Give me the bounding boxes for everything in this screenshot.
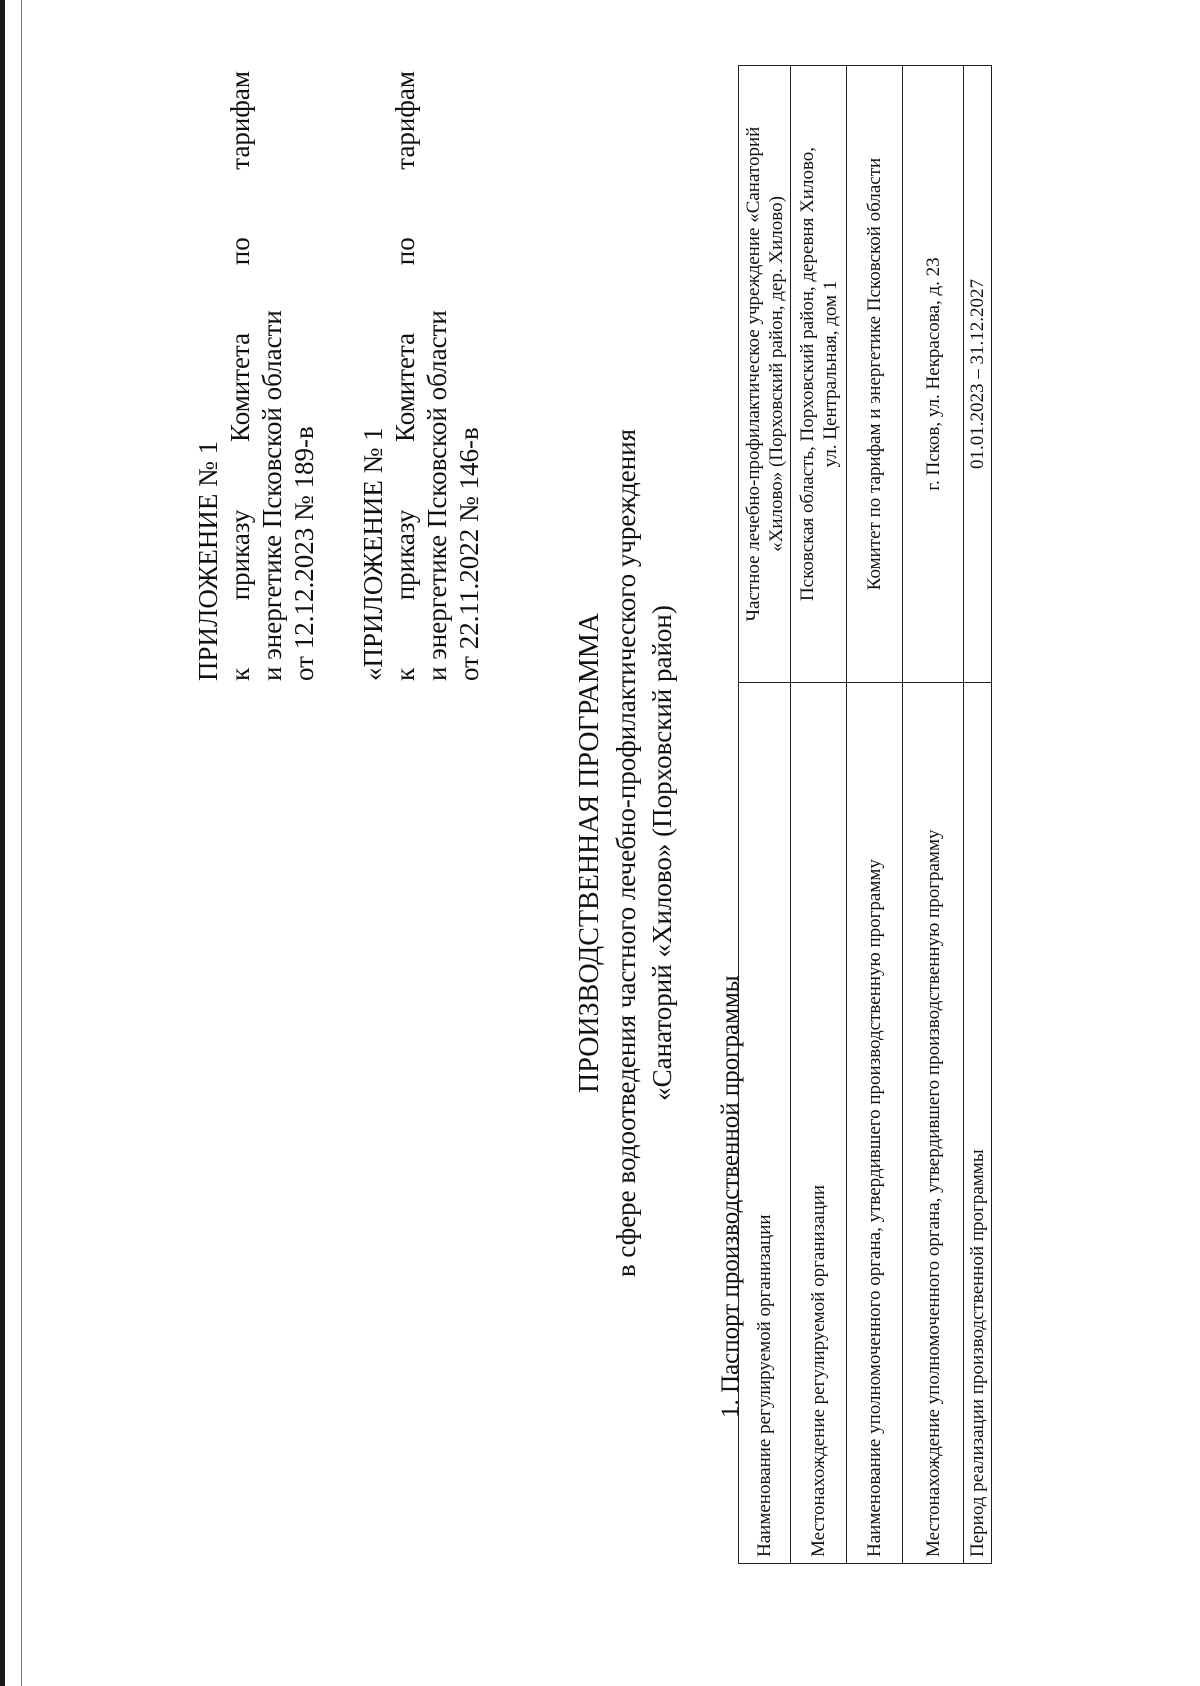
row-value: Комитет по тарифам и энергетике Псковской области — [847, 66, 903, 683]
document-title — [572, 320, 680, 1386]
appendix-order-line: к приказу Комитета по тарифам — [225, 71, 255, 681]
passport-table — [738, 65, 992, 1564]
appendix-order-line: к приказу Комитета по тарифам — [390, 71, 420, 681]
table-row — [739, 66, 791, 1564]
row-label: Наименование регулируемой организации — [739, 683, 791, 1564]
table-row — [903, 66, 964, 1564]
row-label: Период реализации производственной программы — [964, 683, 992, 1564]
row-value: 01.01.2023 – 31.12.2027 — [964, 66, 992, 683]
section-heading: 1. Паспорт производственной программы — [717, 975, 744, 1418]
document-subtitle-organization: «Санаторий «Хилово» (Порховский район) — [647, 605, 677, 1101]
appendix-order-date: от 12.12.2023 № 189-в — [289, 426, 319, 681]
row-label: Наименование уполномоченного органа, утвердившего производственную программу — [847, 683, 903, 1564]
row-label: Местонахождение уполномоченного органа, утвердившего производственную программу — [903, 683, 964, 1564]
table-row — [791, 66, 847, 1564]
table-row — [847, 66, 903, 1564]
appendix-header-previous — [357, 71, 485, 681]
table-row — [964, 66, 992, 1564]
appendix-header-current — [192, 71, 320, 681]
row-label: Местонахождение регулируемой организации — [791, 683, 847, 1564]
appendix-authority: и энергетике Псковской области — [257, 310, 287, 681]
appendix-title: ПРИЛОЖЕНИЕ № 1 — [193, 440, 223, 681]
document-subtitle: в сфере водоотведения частного лечебно-профилактического учреждения — [611, 428, 641, 1278]
row-value: г. Псков, ул. Некрасова, д. 23 — [903, 66, 964, 683]
row-value: Псковская область, Порховский район, деревня Хилово, ул. Центральная, дом 1 — [791, 66, 847, 683]
row-value: Частное лечебно-профилактическое учреждение «Санаторий «Хилово» (Порховский район, дер. Хилово) — [739, 66, 791, 683]
appendix-order-date: от 22.11.2022 № 146-в — [454, 427, 484, 681]
document-title-main: ПРОИЗВОДСТВЕННАЯ ПРОГРАММА — [574, 613, 605, 1093]
appendix-authority: и энергетике Псковской области — [422, 310, 452, 681]
appendix-title: «ПРИЛОЖЕНИЕ № 1 — [358, 427, 388, 681]
